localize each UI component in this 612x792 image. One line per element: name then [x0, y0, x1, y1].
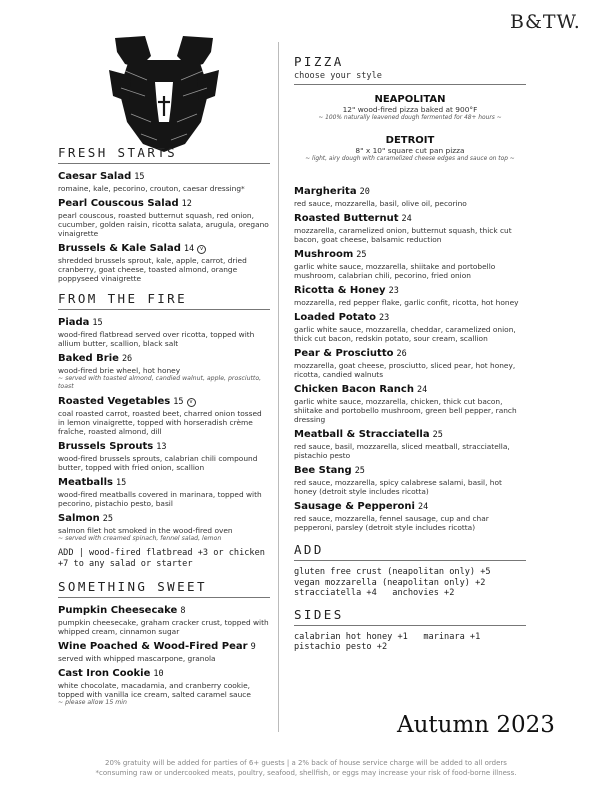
item-name: Pear & Prosciutto [294, 348, 394, 359]
item-description: garlic white sauce, mozzarella, cheddar, caramelized onion, thick cut bacon, redskin potato, sour cream, scallion [294, 325, 516, 343]
menu-item [58, 667, 270, 707]
menu-item [58, 512, 270, 543]
left-column [58, 145, 270, 711]
menu-item [294, 383, 526, 424]
item-description: garlic white sauce, mozzarella, shiitake and portobello mushroom, calabrian chili, pecorino, fried onion [294, 262, 496, 280]
fresh-starts-section [58, 145, 270, 283]
from-the-fire-section [58, 291, 270, 569]
menu-item [294, 311, 526, 343]
item-price: 25 [354, 466, 365, 476]
item-description: wood-fired meatballs covered in marinara, topped with pecorino, pistachio pesto, basil [58, 489, 262, 508]
menu-item [58, 352, 270, 391]
item-description: pearl couscous, roasted butternut squash, red onion, cucumber, golden raisin, ricotta salata, arugula, oregano vinaigrette [58, 211, 269, 238]
section-title: ADD [294, 542, 526, 561]
menu-item [294, 347, 526, 379]
item-note: ~ please allow 15 min [58, 699, 127, 707]
item-note: ~ served with creamed spinach, fennel salad, lemon [58, 534, 222, 542]
section-title: FRESH STARTS [58, 145, 270, 164]
add-line: vegan mozzarella (neapolitan only) +2 [294, 577, 486, 588]
item-name: Pumpkin Cheesecake [58, 605, 178, 617]
pizza-style [294, 94, 526, 122]
menu-item [58, 316, 270, 348]
menu-item [294, 248, 526, 280]
menu-item [294, 185, 526, 208]
item-name: Ricotta & Honey [294, 285, 386, 296]
add-on-note: ADD | wood-fired flatbread +3 or chicken +7 to any salad or starter [58, 548, 265, 569]
item-description: salmon filet hot smoked in the wood-fired oven [58, 525, 233, 535]
item-name: Brussels & Kale Salad [58, 243, 181, 254]
add-line: gluten free crust (neapolitan only) +5 [294, 567, 491, 577]
menu-item [58, 170, 270, 193]
menu-item [58, 395, 270, 436]
style-name: NEAPOLITAN [374, 94, 446, 105]
item-price: 10 [153, 669, 164, 680]
pizza-list [294, 185, 526, 532]
item-name: Caesar Salad [58, 171, 132, 182]
item-description: garlic white sauce, mozzarella, chicken, thick cut bacon, shiitake and portobello mushroom, green bell pepper, ranch dressing [294, 397, 517, 424]
item-description: pumpkin cheesecake, graham cracker crust, topped with whipped cream, cinnamon sugar [58, 618, 269, 637]
menu-item [294, 500, 526, 532]
column-divider [278, 42, 279, 732]
pizza-style [294, 135, 526, 163]
item-description: mozzarella, red pepper flake, garlic confit, ricotta, hot honey [294, 298, 519, 307]
footer-gratuity-note: 20% gratuity will be added for parties of 6+ guests | a 2% back of house service charge will be added to all orders [105, 759, 507, 767]
item-price: 25 [432, 430, 443, 440]
item-description: red sauce, mozzarella, basil, olive oil, pecorino [294, 199, 467, 208]
menu-item [58, 440, 270, 472]
item-description: romaine, kale, pecorino, crouton, caesar dressing* [58, 184, 245, 193]
item-description: served with whipped mascarpone, granola [58, 654, 216, 664]
side-line: calabrian hot honey +1 marinara +1 [294, 631, 481, 642]
item-price: 25 [102, 513, 114, 524]
item-price: 15 [173, 396, 184, 407]
item-description: wood-fired brussels sprouts, calabrian chili compound butter, topped with fried onion, scallion [58, 453, 258, 472]
item-price: 13 [156, 441, 167, 452]
item-price: 26 [396, 349, 407, 359]
item-name: Brussels Sprouts [58, 440, 154, 452]
season-title: Autumn 2023 [397, 712, 555, 738]
sides-section [294, 607, 526, 653]
item-note: ~ served with toasted almond, candied walnut, apple, prosciutto, toast [58, 375, 262, 390]
item-description: mozzarella, caramelized onion, butternut squash, thick cut bacon, goat cheese, balsamic reduction [294, 226, 512, 244]
item-name: Bee Stang [294, 465, 352, 476]
item-price: 9 [250, 642, 256, 653]
style-note: ~ 100% naturally leavened dough fermented for 48+ hours ~ [318, 115, 502, 121]
item-name: Baked Brie [58, 353, 119, 364]
menu-item [294, 212, 526, 244]
menu-item [58, 197, 270, 238]
item-name: Meatballs [58, 476, 113, 488]
item-description: wood-fired brie wheel, hot honey [58, 366, 181, 375]
item-price: 26 [121, 354, 133, 364]
side-line: pistachio pesto +2 [294, 642, 388, 652]
vegan-circle-icon: v [187, 398, 196, 407]
section-title: SIDES [294, 607, 526, 626]
item-name: Margherita [294, 186, 357, 197]
footer-food-warning: *consuming raw or undercooked meats, poultry, seafood, shellfish, or eggs may increase your risk of food-borne illness. [95, 768, 517, 777]
item-price: 24 [416, 385, 428, 395]
menu-item [58, 640, 270, 663]
item-description: red sauce, mozzarella, fennel sausage, cup and char pepperoni, parsley (detroit style includes ricotta) [294, 514, 489, 532]
item-name: Roasted Vegetables [58, 395, 171, 407]
menu-item [294, 464, 526, 496]
item-description: red sauce, mozzarella, spicy calabrese salami, basil, hot honey (detroit style includes ricotta) [294, 478, 502, 496]
menu-item [58, 476, 270, 508]
style-description: 8" x 10" square cut pan pizza [355, 146, 465, 155]
section-title: PIZZA [294, 54, 344, 69]
item-price: 20 [359, 187, 370, 197]
item-description: coal roasted carrot, roasted beet, charred onion tossed in lemon vinaigrette, topped with horseradish crème fraîche, roasted almond, dill [58, 408, 262, 436]
add-line: stracciatella +4 anchovies +2 [294, 588, 455, 598]
item-name: Wine Poached & Wood-Fired Pear [58, 641, 248, 653]
item-price: 15 [92, 318, 103, 328]
item-name: Chicken Bacon Ranch [294, 384, 414, 395]
item-description: red sauce, basil, mozzarella, sliced meatball, stracciatella, pistachio pesto [294, 442, 510, 460]
vegan-circle-icon: v [197, 245, 206, 254]
item-price: 24 [417, 502, 429, 512]
style-name: DETROIT [385, 135, 435, 146]
menu-item [58, 242, 270, 283]
section-title: FROM THE FIRE [58, 291, 270, 310]
item-name: Salmon [58, 512, 100, 524]
item-price: 14 [183, 244, 195, 254]
item-description: shredded brussels sprout, kale, apple, carrot, dried cranberry, goat cheese, toasted almond, orange poppyseed vinaigrette [58, 256, 247, 283]
item-price: 15 [134, 172, 145, 182]
item-name: Mushroom [294, 249, 354, 260]
something-sweet-section [58, 579, 270, 707]
menu-item [58, 604, 270, 636]
item-name: Pearl Couscous Salad [58, 198, 179, 209]
pizza-section [294, 54, 526, 532]
item-description: white chocolate, macadamia, and cranberry cookie, topped with vanilla ice cream, salted caramel sauce [58, 681, 251, 700]
item-name: Sausage & Pepperoni [294, 501, 415, 512]
item-price: 8 [180, 606, 186, 617]
menu-item [294, 284, 526, 307]
item-price: 24 [401, 214, 412, 224]
item-price: 25 [356, 250, 367, 260]
brand-wordmark: B&TW. [510, 11, 581, 33]
add-section [294, 542, 526, 599]
style-note: ~ light, airy dough with caramelized cheese edges and sauce on top ~ [305, 156, 515, 162]
right-column [294, 54, 526, 653]
section-subtitle: choose your style [294, 71, 526, 85]
menu-item [294, 428, 526, 460]
item-price: 23 [378, 313, 390, 323]
bison-head-logo [101, 30, 227, 156]
item-price: 23 [388, 286, 399, 296]
item-name: Meatball & Stracciatella [294, 429, 430, 440]
item-description: wood-fired flatbread served over ricotta, topped with allium butter, scallion, black salt [58, 330, 255, 348]
item-description: mozzarella, goat cheese, prosciutto, sliced pear, hot honey, ricotta, candied walnuts [294, 361, 516, 379]
item-name: Cast Iron Cookie [58, 668, 151, 680]
section-title: SOMETHING SWEET [58, 579, 270, 598]
item-price: 15 [115, 477, 127, 488]
item-name: Roasted Butternut [294, 213, 399, 224]
item-name: Piada [58, 317, 90, 328]
style-description: 12" wood-fired pizza baked at 900°F [342, 105, 478, 114]
footer [0, 759, 612, 778]
item-name: Loaded Potato [294, 312, 376, 323]
item-price: 12 [181, 199, 192, 209]
